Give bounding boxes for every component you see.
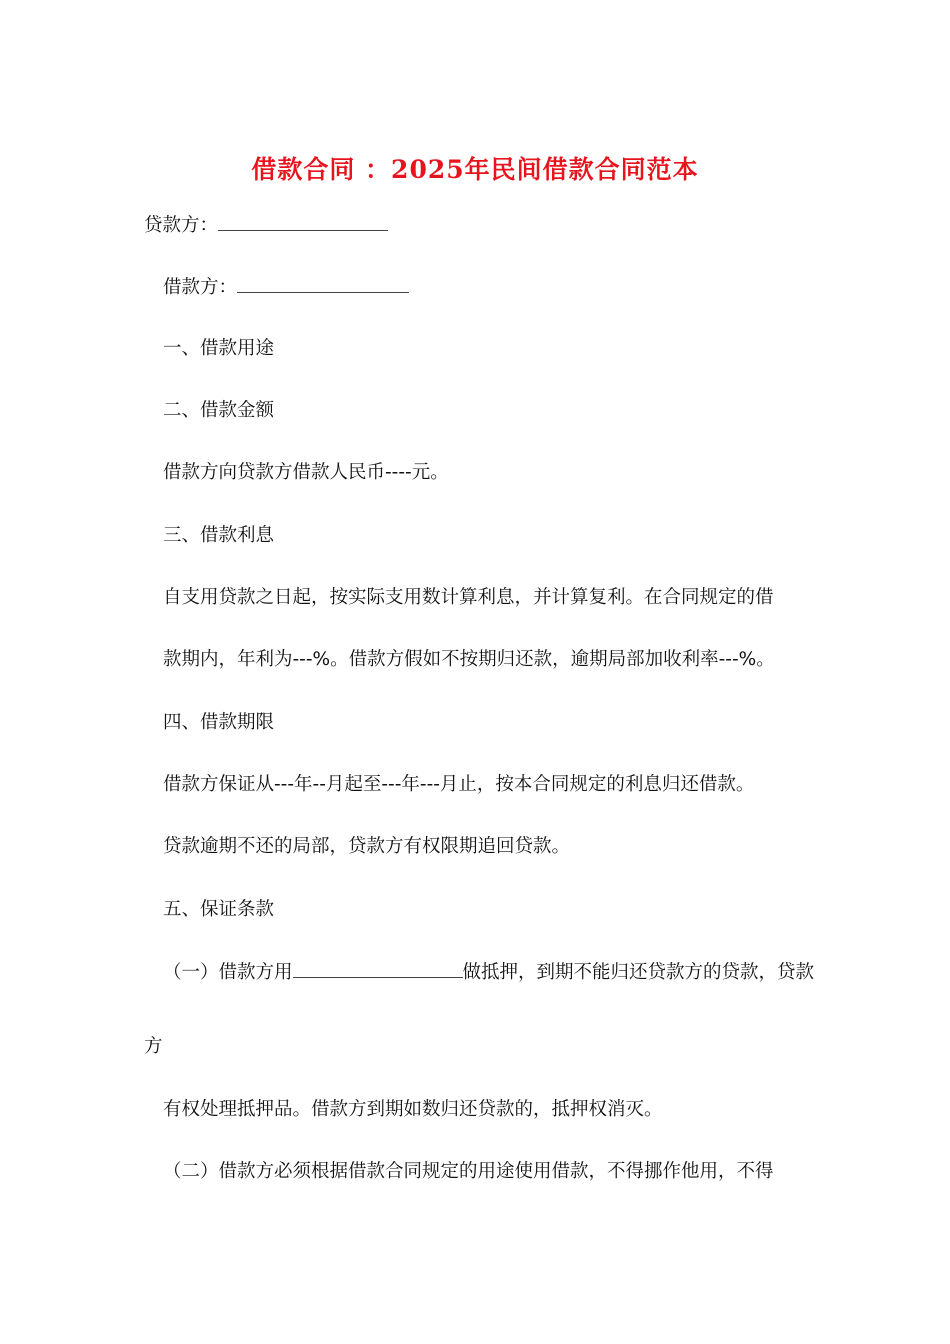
lender-label: 贷款方： [144,215,219,236]
section-5-item-1-prefix: （一）借款方用 [163,962,293,983]
section-4-heading: 四、借款期限 [163,712,275,733]
section-3-text-line-2: 款期内，年利为---%。借款方假如不按期归还款，逾期局部加收利率---%。 [163,649,775,670]
section-5-item-1-continued: 有权处理抵押品。借款方到期如数归还贷款的，抵押权消灭。 [163,1099,663,1120]
section-5-item-2: （二）借款方必须根据借款合同规定的用途使用借款，不得挪作他用，不得 [163,1161,774,1182]
section-2-text: 借款方向贷款方借款人民币----元。 [163,462,449,483]
document-title: 借款合同 ：2025年民间借款合同范本 [251,155,699,184]
section-5-item-1-suffix: 做抵押，到期不能归还贷款方的贷款，贷款 [462,962,815,983]
borrower-field [163,274,409,301]
borrower-blank[interactable] [237,274,409,293]
lender-blank[interactable] [218,212,388,231]
section-5-item-1 [163,959,814,986]
borrower-label: 借款方： [163,277,238,298]
collateral-blank[interactable] [293,959,463,978]
section-5-heading: 五、保证条款 [163,899,275,920]
section-3-heading: 三、借款利息 [163,525,275,546]
lender-field [144,212,388,239]
section-4-text-line-1: 借款方保证从---年--月起至---年---月止，按本合同规定的利息归还借款。 [163,774,755,795]
section-4-text-line-2: 贷款逾期不还的局部，贷款方有权限期追回贷款。 [163,836,571,857]
section-2-heading: 二、借款金额 [163,400,275,421]
section-5-item-1-wrap: 方 [144,1036,163,1057]
section-1-heading: 一、借款用途 [163,338,275,359]
section-3-text-line-1: 自支用贷款之日起，按实际支用数计算利息，并计算复利。在合同规定的借 [163,587,774,608]
